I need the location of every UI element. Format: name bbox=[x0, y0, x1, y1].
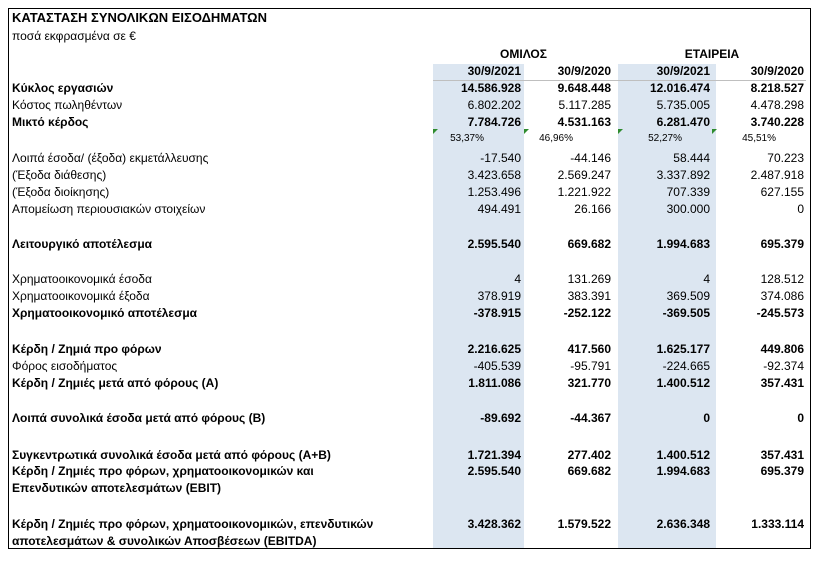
value-cell: 378.919 bbox=[477, 289, 521, 303]
gross-margin-percent: 45,51% bbox=[742, 133, 776, 144]
group-header-omilos: ΟΜΙΛΟΣ bbox=[500, 47, 547, 61]
value-cell: 449.806 bbox=[760, 342, 804, 356]
value-cell: -378.915 bbox=[473, 306, 521, 320]
column-header-date: 30/9/2021 bbox=[467, 64, 521, 78]
row-label: (Έξοδα διάθεσης) bbox=[12, 168, 107, 182]
value-cell: 2.636.348 bbox=[656, 517, 710, 531]
value-cell: 669.682 bbox=[567, 237, 611, 251]
value-cell: 1.333.114 bbox=[751, 517, 804, 531]
value-cell: 4 bbox=[703, 272, 710, 286]
value-cell: 6.802.202 bbox=[467, 98, 521, 112]
value-cell: 383.391 bbox=[567, 289, 611, 303]
page-title: ΚΑΤΑΣΤΑΣΗ ΣΥΝΟΛΙΚΩΝ ΕΙΣΟΔΗΜΑΤΩΝ bbox=[12, 10, 267, 25]
value-cell: 277.402 bbox=[567, 448, 611, 462]
currency-note: ποσά εκφρασμένα σε € bbox=[12, 29, 136, 43]
value-cell: -44.146 bbox=[570, 151, 611, 165]
value-cell: -369.505 bbox=[662, 306, 710, 320]
gross-margin-percent: 52,27% bbox=[648, 133, 682, 144]
row-label: Χρηματοοικονομικά έξοδα bbox=[12, 289, 150, 303]
comment-marker-icon bbox=[712, 129, 717, 134]
value-cell: 321.770 bbox=[567, 376, 611, 390]
value-cell: 695.379 bbox=[760, 237, 804, 251]
value-cell: 2.569.247 bbox=[557, 168, 611, 182]
value-cell: 1.994.683 bbox=[656, 237, 710, 251]
value-cell: 0 bbox=[797, 202, 804, 216]
value-cell: 9.648.448 bbox=[557, 81, 611, 95]
value-cell: 1.221.922 bbox=[557, 185, 611, 199]
row-label: Χρηματοοικονομικό αποτέλεσμα bbox=[12, 306, 198, 320]
value-cell: 3.740.228 bbox=[750, 115, 804, 129]
value-cell: 7.784.726 bbox=[467, 115, 521, 129]
value-cell: -95.791 bbox=[570, 359, 611, 373]
value-cell: 669.682 bbox=[567, 464, 611, 478]
column-header-date: 30/9/2020 bbox=[557, 64, 611, 78]
value-cell: 5.735.005 bbox=[656, 98, 710, 112]
value-cell: 695.379 bbox=[760, 464, 804, 478]
row-label-continued: Επενδυτικών αποτελεσμάτων (EBIT) bbox=[12, 481, 222, 495]
value-cell: 128.512 bbox=[760, 272, 804, 286]
value-cell: 8.218.527 bbox=[750, 81, 804, 95]
value-cell: -252.122 bbox=[563, 306, 611, 320]
value-cell: 357.431 bbox=[760, 448, 804, 462]
value-cell: 1.253.496 bbox=[467, 185, 521, 199]
value-cell: -405.539 bbox=[473, 359, 521, 373]
value-cell: 2.487.918 bbox=[750, 168, 804, 182]
gross-margin-percent: 46,96% bbox=[539, 133, 573, 144]
value-cell: 26.166 bbox=[574, 202, 611, 216]
value-cell: 3.337.892 bbox=[656, 168, 710, 182]
row-label: Λειτουργικό αποτέλεσμα bbox=[12, 237, 153, 251]
value-cell: 2.216.625 bbox=[467, 342, 521, 356]
value-cell: 14.586.928 bbox=[460, 81, 521, 95]
value-cell: 1.625.177 bbox=[656, 342, 710, 356]
row-label: Φόρος εισοδήματος bbox=[12, 359, 118, 373]
gross-margin-percent: 53,37% bbox=[450, 133, 484, 144]
group-header-etaireia: ΕΤΑΙΡΕΙΑ bbox=[684, 47, 740, 61]
value-cell: 1.400.512 bbox=[656, 448, 710, 462]
row-label-continued: αποτελεσμάτων & συνολικών Αποσβέσεων (EBITDA) bbox=[12, 534, 317, 548]
row-label: Μικτό κέρδος bbox=[12, 115, 89, 129]
comment-marker-icon bbox=[618, 129, 623, 134]
value-cell: -17.540 bbox=[480, 151, 521, 165]
value-cell: 374.086 bbox=[760, 289, 804, 303]
row-label: Κύκλος εργασιών bbox=[12, 81, 114, 95]
row-label: Λοιπά έσοδα/ (έξοδα) εκμετάλλευσης bbox=[12, 151, 209, 165]
value-cell: 4.478.298 bbox=[750, 98, 804, 112]
row-label: (Έξοδα διοίκησης) bbox=[12, 185, 110, 199]
value-cell: 1.721.394 bbox=[467, 448, 521, 462]
value-cell: 4 bbox=[514, 272, 521, 286]
comment-marker-icon bbox=[524, 129, 529, 134]
value-cell: 12.016.474 bbox=[649, 81, 710, 95]
value-cell: -245.573 bbox=[756, 306, 804, 320]
value-cell: 369.509 bbox=[666, 289, 710, 303]
value-cell: 300.000 bbox=[666, 202, 710, 216]
value-cell: 1.811.086 bbox=[468, 376, 521, 390]
row-label: Λοιπά συνολικά έσοδα μετά από φόρους (Β) bbox=[12, 411, 266, 425]
value-cell: 70.223 bbox=[767, 151, 804, 165]
value-cell: -92.374 bbox=[763, 359, 804, 373]
row-label: Κόστος πωληθέντων bbox=[12, 98, 123, 112]
value-cell: 131.269 bbox=[567, 272, 611, 286]
row-label: Κέρδη / Ζημιές προ φόρων, χρηματοοικονομικών και bbox=[12, 464, 314, 478]
value-cell: 1.994.683 bbox=[656, 464, 710, 478]
value-cell: 0 bbox=[797, 411, 804, 425]
value-cell: 1.579.522 bbox=[557, 517, 611, 531]
value-cell: 2.595.540 bbox=[467, 237, 521, 251]
value-cell: 3.423.658 bbox=[467, 168, 521, 182]
column-header-date: 30/9/2021 bbox=[656, 64, 710, 78]
value-cell: -89.692 bbox=[480, 411, 521, 425]
value-cell: 6.281.470 bbox=[656, 115, 710, 129]
row-label: Χρηματοοικονομικά έσοδα bbox=[12, 272, 152, 286]
comment-marker-icon bbox=[433, 129, 438, 134]
row-label: Κέρδη / Ζημιές προ φόρων, χρηματοοικονομικών, επενδυτικών bbox=[12, 517, 374, 531]
value-cell: 1.400.512 bbox=[656, 376, 710, 390]
row-label: Κέρδη / Ζημιές μετά από φόρους (Α) bbox=[12, 376, 219, 390]
column-header-date: 30/9/2020 bbox=[750, 64, 804, 78]
value-cell: -44.367 bbox=[570, 411, 611, 425]
value-cell: 3.428.362 bbox=[467, 517, 521, 531]
value-cell: 58.444 bbox=[673, 151, 710, 165]
value-cell: -224.665 bbox=[662, 359, 710, 373]
value-cell: 357.431 bbox=[760, 376, 804, 390]
value-cell: 627.155 bbox=[760, 185, 804, 199]
value-cell: 417.560 bbox=[567, 342, 611, 356]
row-label: Συγκεντρωτικά συνολικά έσοδα μετά από φόρους (Α+Β) bbox=[12, 448, 331, 462]
value-cell: 2.595.540 bbox=[467, 464, 521, 478]
value-cell: 494.491 bbox=[477, 202, 521, 216]
value-cell: 0 bbox=[703, 411, 710, 425]
row-label: Κέρδη / Ζημιά προ φόρων bbox=[12, 342, 162, 356]
row-label: Απομείωση περιουσιακών στοιχείων bbox=[12, 202, 206, 216]
value-cell: 4.531.163 bbox=[557, 115, 611, 129]
value-cell: 5.117.285 bbox=[558, 98, 611, 112]
value-cell: 707.339 bbox=[666, 185, 710, 199]
